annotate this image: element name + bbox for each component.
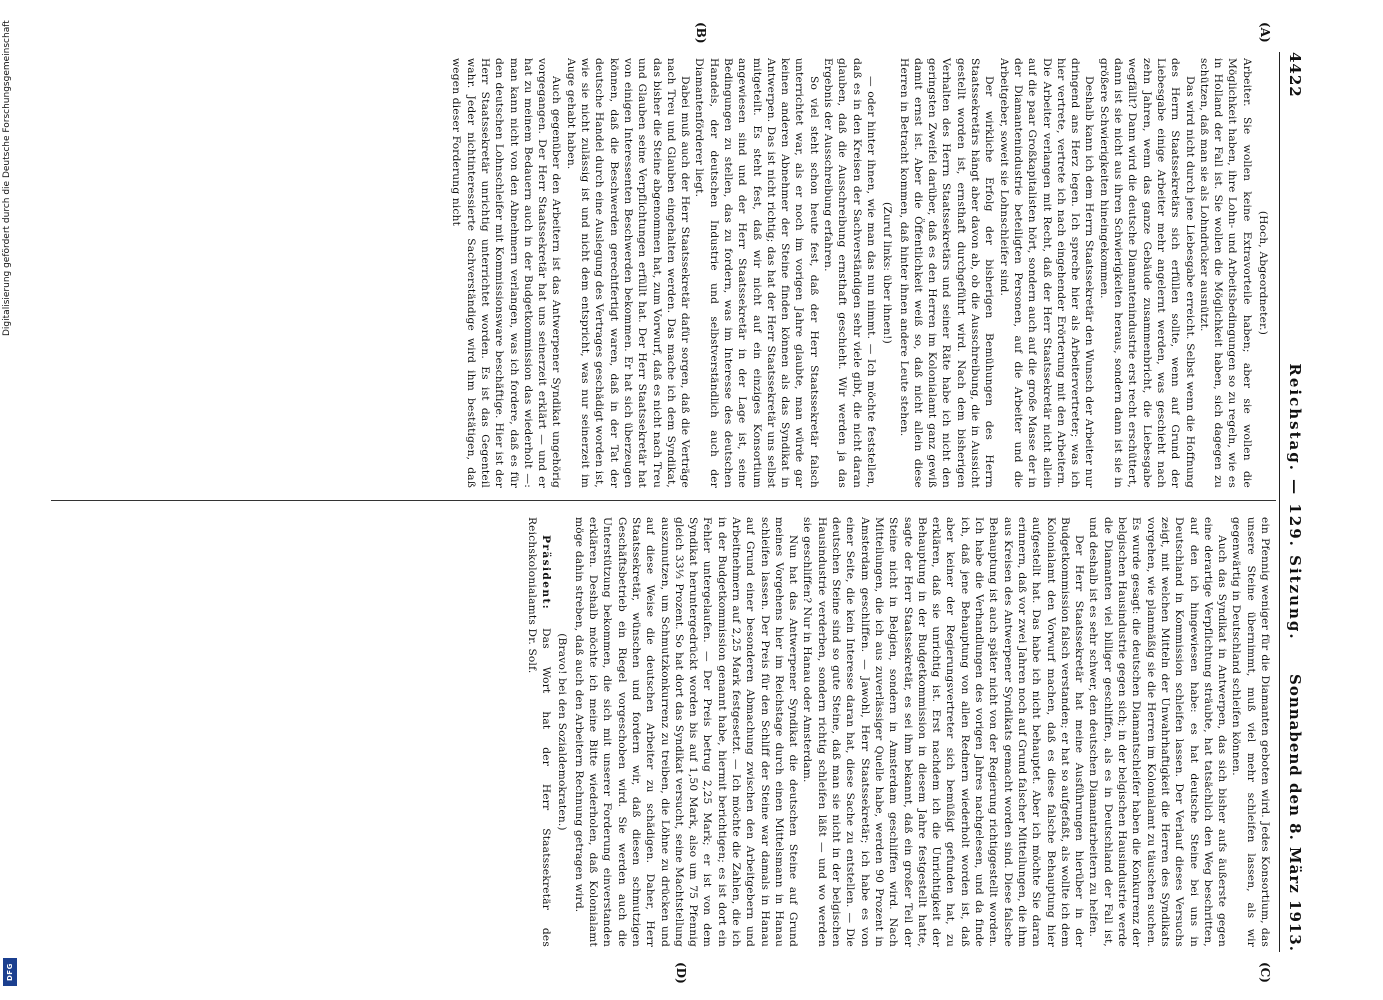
president-text: Das Wort hat der Herr Staatssekretär des Reichskolonialamts Dr. Solf. [525, 517, 553, 947]
margin-marker-d: (D) [674, 962, 688, 984]
paragraph: ein Pfennig weniger für die Diamanten geboten wird. Jedes Konsortium, das unsere Steine übernimmt, muß viel mehr schleifen lassen, als wir gegenwärtig in Deutschland schleifen können. [1230, 517, 1271, 947]
document-page [28, 0, 1328, 1000]
paragraph: — oder hinter ihnen, wie man das nun nimmt. — Ich möchte feststellen, daß es in den Kreisen der Sachverständigen sehr viele gibt, die nicht daran glauben, daß die Ausschreibung ernsthaft geschieht. Wir werden ja das Ergebnis der Ausschreibung erfahren. [822, 58, 877, 488]
page-number: 4422 [1286, 52, 1304, 98]
paragraph: Nun hat das Antwerpener Syndikat die deutschen Steine auf Grund meines Vorgehens hier im Reichstage durch einen Mittelsmann in Hanau schleifen lassen. Der Preis für den Schliff der Steine war damals in Hanau auf Grund einer besonderen Abmachung zwischen den Arbeitgebern und Arbeitnehmern auf 2,25 Mark festgesetzt. — Ich möchte die Zahlen, die ich in der Budgetkommission genannt habe, hiermit berichtigen; es ist dort ein Fehler untergelaufen. — Der Preis betrug 2,25 Mark; er ist von dem Syndikat heruntergedrückt worden bis auf 1,50 Mark, also um 75 Pfennig gleich 33⅓ Prozent. So hat dort das Syndikat versucht, seine Machtstellung auszunutzen, um Schmutzkonkurrenz zu treiben, die Löhne zu drücken und auf diese Weise die deutschen Arbeiter zu schädigen. Daher, Herr Staatssekretär, wünschen und fordern wir, daß diesen schmutzigen Geschäftsbetrieb ein Riegel vorgeschoben wird. Sie werden auch die Unterstützung bekommen, die sich mit unserer Forderung einverstanden erklären. Deshalb möchte ich meine Bitte wiederholen, daß Kolonialamt möge dahin streben, daß auch den Arbeitern Rechnung getragen wird. [572, 517, 800, 947]
paragraph: So viel steht schon heute fest, daß der Herr Staatssekretär falsch unterrichtet war, als er noch im vorigen Jahre glaubte, man würde gar keinen anderen Abnehmer der Steine finden können als das Syndikat in Antwerpen. Das ist nicht richtig; das hat der Herr Staatssekretär uns selbst mitgeteilt. Es steht fest, daß wir nicht auf ein einziges Konsortium angewiesen sind und der Herr Staatssekretär in der Lage ist, seine Bedingungen zu stellen, das zu fordern, was im Interesse des deutschen Handels, der deutschen Industrie und selbstverständlich auch der Diamantenförderer liegt. [693, 58, 820, 488]
speaker-note: (Hoch, Abgeordneter.) [1257, 210, 1269, 336]
column-divider [51, 500, 1276, 501]
session-title: Reichstag. — 129. Sitzung. [1286, 363, 1304, 641]
president-label: Präsident: [540, 535, 553, 611]
interjection: (Zuruf links: über ihnen!) [881, 202, 894, 344]
margin-marker-b: (B) [694, 22, 708, 44]
right-column [525, 517, 1272, 947]
paragraph: Der wirkliche Erfolg der bisherigen Bemühungen des Herrn Staatssekretärs hängt aber davon ab, ob die Ausschreibung, die in Aussicht gestellt worden ist, ernsthaft durchgeführt wird. Nach dem bisherigen Verhalten des Herrn Staatssekretärs und seiner Räte habe ich nicht den geringsten Zweifel darüber, daß es den Herren im Kolonialamt ganz gewiß damit ernst ist. Aber die Öffentlichkeit weiß so, daß nicht allein diese Herren in Betracht kommen, daß hinter ihnen andere Leute stehen. [897, 58, 996, 488]
paragraph: Der Herr Staatssekretär hat meine Ausführungen hierüber in der Budgetkommission falsch verstanden; er hat so aufgefaßt, als wollte ich dem Kolonialamt den Vorwurf machen, daß es diese falsche Behauptung hier aufgestellt hat. Das habe ich nicht behauptet. Aber ich möchte Sie daran erinnern, daß vor zwei Jahren noch auf Grund falscher Mitteilungen, die ihm aus Kreisen des Antwerpener Syndikats gemacht worden sind. Diese falsche Behauptung ist auch später nicht von der Regierung richtiggestellt worden. Ich habe die Verhandlungen des vorigen Jahres nachgelesen, und da finde ich, daß jene Behauptung von allen Rednern wiederholt worden ist, daß aber keiner der Regierungsvertreter sich bemüßigt gefunden hat, zu erklären, daß sie unrichtig ist. Erst nachdem ich die Unrichtigkeit der Behauptung in der Budgetkommission in diesem Jahre festgestellt hatte, sagte der Herr Staatssekretär, es sei ihm bekannt, daß ein großer Teil der Steine nicht in Belgien, sondern in Amsterdam geschliffen wird. Nach Mitteilungen, die ich aus zuverlässiger Quelle habe, werden 90 Prozent in Amsterdam geschliffen. — Jawohl, Herr Staatssekretär; ich habe es von einer Seite, die kein Interesse daran hat, diese Sache zu entstellen. — Die deutschen Steine sind so gute Steine, daß man sie nicht in der belgischen Hausindustrie verderben, sondern richtig schleifen läßt — und wo werden sie geschliffen? Nur in Hanau oder Amsterdam. [801, 517, 1086, 947]
session-date: Sonnabend den 8. März 1913. [1286, 674, 1304, 952]
page-header [1279, 52, 1310, 952]
digitization-credit: Digitalisierung gefördert durch die Deutsche Forschungsgemeinschaft [2, 20, 12, 336]
paragraph: Das wird nicht durch jene Liebesgabe erreicht. Selbst wenn die Hoffnung des Herrn Staatssekretärs sich erfüllen sollte, wenn auf Grund der Liebesgabe einige Arbeiter mehr angelernt werden, was geschieht nach zehn Jahren, wenn das ganze Gebäude zusammenbricht, die Liebesgabe wegfällt? Dann wird die deutsche Diamantenindustrie erst recht erschüttert, dann ist sie nicht aus ihren Schwierigkeiten heraus, sondern dann ist sie in größere Schwierigkeiten hineingekommen. [1097, 58, 1196, 488]
paragraph: Arbeiter. Sie wollen keine Extravorteile haben; aber sie wollen die Möglichkeit haben, ihre Lohn- und Arbeitsbedingungen so zu regeln, wie es in Holland der Fall ist. Sie wollen die Möglichkeit haben, sich dagegen zu schützen, daß man sie als Lohndrücker ausnützt. [1197, 58, 1253, 488]
paragraph: Dabei muß auch der Herr Staatssekretär dafür sorgen, daß die Verträge nach Treu und Glauben eingehalten werden. Das mache ich dem Syndikat, das bisher die Steine abgenommen hat, zum Vorwurf, daß es nicht nach Treu und Glauben seine Verpflichtungen erfüllt hat. Der Herr Staatssekretär hat von einigen Interessenten Beschwerden bekommen. Er hat sich überzeugen können, daß die Beschwerden gerechtfertigt waren, daß in der Tat der deutsche Handel durch eine Auslegung des Vertrages geschädigt worden ist, wie sie nicht zulässig ist und nicht dem entspricht, was nur seinerzeit im Auge gehabt haben. [564, 58, 692, 488]
paragraph: Deshalb kann ich dem Herrn Staatssekretär den Wunsch der Arbeiter nur dringend ans Herz legen. Ich spreche hier als Arbeitervertreter; was ich hier vertrete, vertrete ich nach eingehender Erörterung mit den Arbeitern. Die Arbeiter verlangen mit Recht, daß der Herr Staatssekretär nicht allein auf die paar Großkapitalisten hört, sondern auch auf die große Masse der in der Diamantenindustrie beteiligten Personen, auf die Arbeiter und die Arbeitgeber, soweit sie Lohnschleifer sind. [997, 58, 1096, 488]
margin-marker-c: (C) [1258, 962, 1272, 983]
margin-marker-a: (A) [1258, 22, 1272, 43]
paragraph: Auch gegenüber den Arbeitern ist das Antwerpener Syndikat ungehörig vorgegangen. Der Herr Staatssekretär hat uns seinerzeit erklärt — und er hat zu meinem Bedauern auch in der Budgetkommission das wiederholt —: man kann nicht von den Abnehmern verlangen, was ich fordere, daß es für den deutschen Lohnschleifer mit Kommissionsware beschäftige. Hier ist der Herr Staatssekretär unrichtig unterrichtet worden. Es ist das Gegenteil wahr. Jeder nichtinteressierte Sachverständige wird ihm bestätigen, daß wegen dieser Forderung nicht [450, 58, 563, 488]
president-statement [525, 517, 554, 947]
dfg-logo: DFG [3, 958, 17, 986]
left-column [449, 58, 1272, 488]
paragraph: Auch das Syndikat in Antwerpen, das sich bisher aufs äußerste gegen eine derartige Verpflichtung sträubte, hat tatsächlich den Weg beschritten, auf den ich hingewiesen habe: es hat deutsche Steine bei uns in Deutschland in Kommission schleifen lassen. Der Verlauf dieses Versuchs zeigt, mit welchen Mitteln der Unwahrhaftigkeit die Herren des Syndikats vorgehen, wie planmäßig sie die Herren im Kolonialamt zu täuschen suchen. Es wurde gesagt: die deutschen Diamantschleifer haben die Konkurrenz der belgischen Hausindustrie gegen sich; in der belgischen Hausindustrie werde die Diamanten viel billiger geschliffen, als es in Deutschland der Fall ist, und deshalb ist es sehr schwer, den deutschen Diamantarbeitern zu helfen. [1087, 517, 1229, 947]
applause-note: (Bravo! bei den Sozialdemokraten.) [556, 633, 569, 831]
